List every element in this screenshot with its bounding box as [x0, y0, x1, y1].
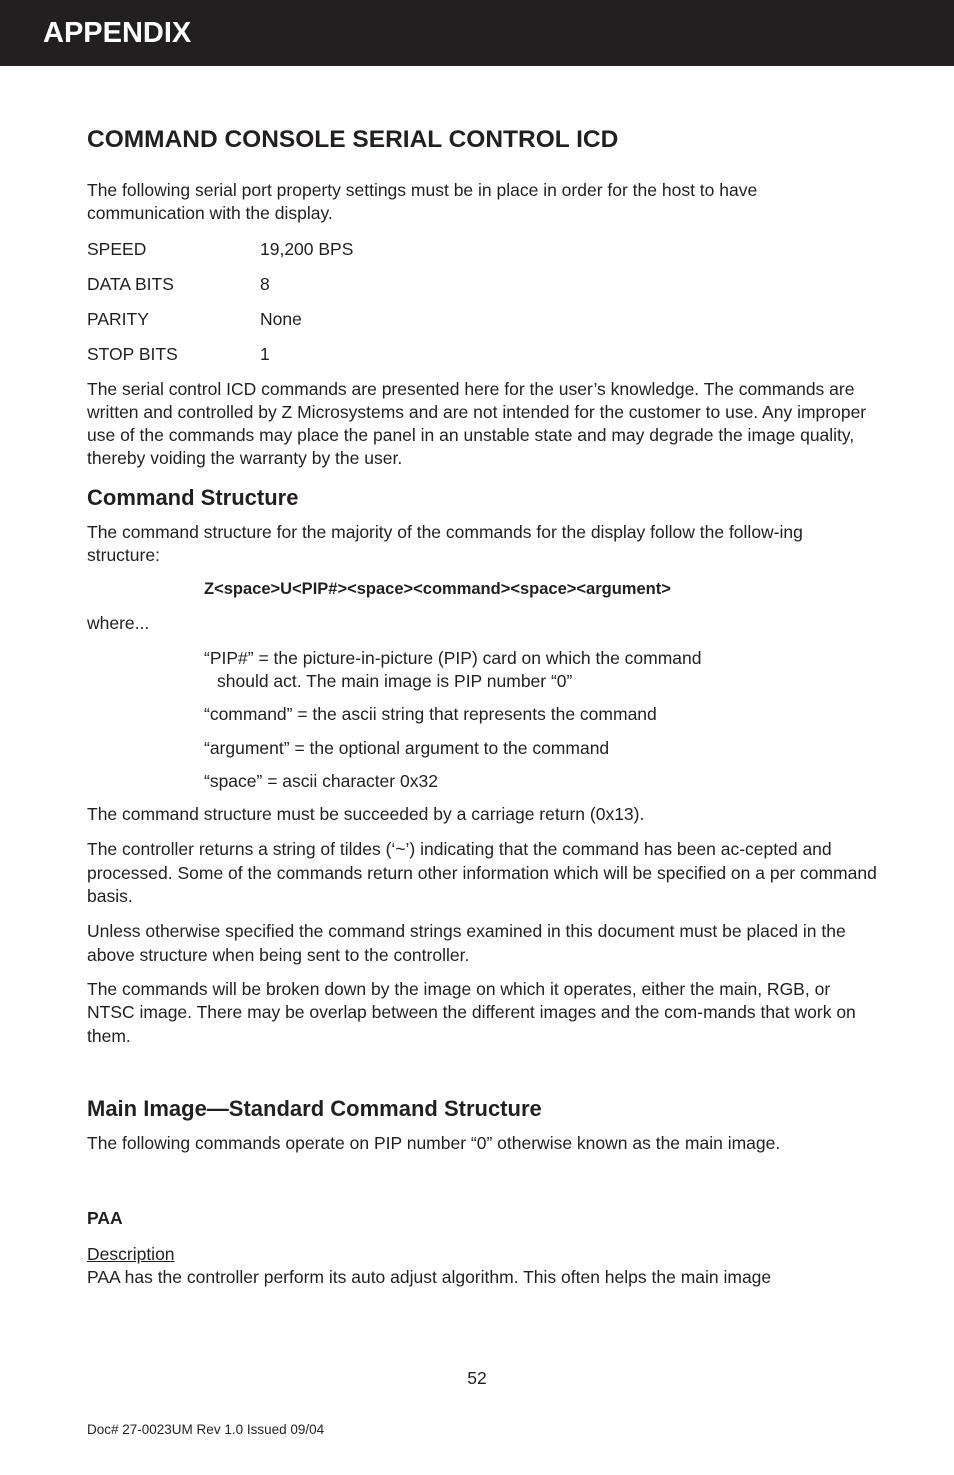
- tildes-paragraph: The controller returns a string of tildes (‘~’) indicating that the command has been ac-cepted and processed. Some of the commands return other information which will be specified on a per command basis.: [87, 839, 877, 907]
- carriage-return-paragraph: The command structure must be succeeded by a carriage return (0x13).: [87, 804, 645, 825]
- paa-description-text: PAA has the controller perform its auto adjust algorithm. This often helps the main image: [87, 1267, 772, 1288]
- paa-command-name: PAA: [87, 1208, 123, 1229]
- definition-argument: “argument” = the optional argument to the command: [204, 737, 610, 758]
- definition-pip-line2: should act. The main image is PIP number “0”: [217, 670, 573, 691]
- definition-pip-line1: “PIP#” = the picture-in-picture (PIP) card on which the command: [204, 647, 702, 668]
- intro-paragraph: The following serial port property settings must be in place in order for the host to have communication with the display.: [87, 180, 758, 224]
- description-label: Description: [87, 1244, 175, 1265]
- warning-paragraph: The serial control ICD commands are presented here for the user’s knowledge. The commands are written and controlled by Z Microsystems and are not intended for the customer to use. Any improper use of the commands may place the panel in an unstable state and may degrade the image quality, thereby voiding the warranty by the user.: [87, 378, 867, 469]
- command-format: Z<space>U<PIP#><space><command><space><argument>: [204, 580, 671, 599]
- setting-name: PARITY: [87, 308, 149, 329]
- unless-paragraph: Unless otherwise specified the command strings examined in this document must be placed in the above structure when being sent to the controller.: [87, 921, 846, 965]
- definition-command: “command” = the ascii string that represents the command: [204, 704, 657, 725]
- command-structure-heading: Command Structure: [87, 484, 299, 510]
- setting-value: 19,200 BPS: [260, 238, 354, 259]
- page-content: [87, 124, 877, 1290]
- setting-name: STOP BITS: [87, 343, 178, 364]
- setting-name: SPEED: [87, 238, 147, 259]
- paa-description: [87, 1243, 877, 1290]
- page-title: COMMAND CONSOLE SERIAL CONTROL ICD: [87, 126, 619, 153]
- setting-row: [87, 238, 877, 261]
- setting-row: [87, 273, 877, 296]
- header-title: APPENDIX: [43, 17, 192, 49]
- setting-value: 8: [260, 273, 270, 294]
- definition-pip: [87, 647, 877, 694]
- setting-value: None: [260, 308, 302, 329]
- where-label: where...: [87, 613, 150, 634]
- command-structure-intro: The command structure for the majority of the commands for the display follow the follow-ing structure:: [87, 521, 803, 566]
- setting-row: [87, 343, 877, 366]
- main-image-intro: The following commands operate on PIP number “0” otherwise known as the main image.: [87, 1132, 781, 1153]
- setting-name: DATA BITS: [87, 273, 174, 294]
- settings-list: [87, 238, 877, 366]
- document-reference: Doc# 27-0023UM Rev 1.0 Issued 09/04: [87, 1422, 325, 1437]
- page-number: 52: [467, 1368, 487, 1388]
- header-bar: [0, 0, 954, 66]
- broken-down-paragraph: The commands will be broken down by the image on which it operates, either the main, RGB, or NTSC image. There may be overlap between the different images and the com-mands that work on them.: [87, 978, 856, 1046]
- definition-space: “space” = ascii character 0x32: [204, 770, 438, 791]
- main-image-heading: Main Image—Standard Command Structure: [87, 1095, 542, 1121]
- setting-value: 1: [260, 343, 270, 364]
- setting-row: [87, 308, 877, 331]
